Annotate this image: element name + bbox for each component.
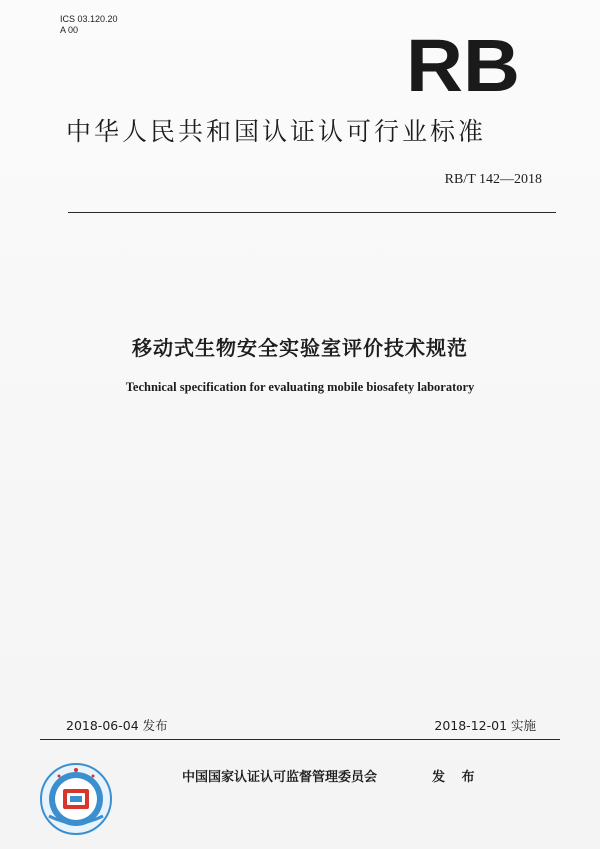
rb-logo-icon <box>404 33 522 95</box>
issuing-authority: 中国国家认证认可监督管理委员会 <box>182 770 378 785</box>
publish-label: 发 布 <box>432 770 481 785</box>
classification-codes <box>60 14 118 36</box>
ccs-code: A 00 <box>60 25 79 35</box>
header-divider <box>68 212 556 213</box>
standard-category-title: 中华人民共和国认证认可行业标准 <box>66 117 487 146</box>
certification-seal-icon <box>39 762 113 836</box>
rb-logo-text: RB <box>406 33 520 95</box>
document-title-cn: 移动式生物安全实验室评价技术规范 <box>132 336 468 360</box>
release-date: 2018-06-04 发布 <box>66 718 168 733</box>
implementation-date: 2018-12-01 实施 <box>434 718 536 733</box>
document-title-en: Technical specification for evaluating mobile biosafety laboratory <box>125 380 475 394</box>
ics-code: ICS 03.120.20 <box>60 14 118 24</box>
standard-number: RB/T 142—2018 <box>444 172 542 187</box>
footer-divider <box>40 739 560 740</box>
